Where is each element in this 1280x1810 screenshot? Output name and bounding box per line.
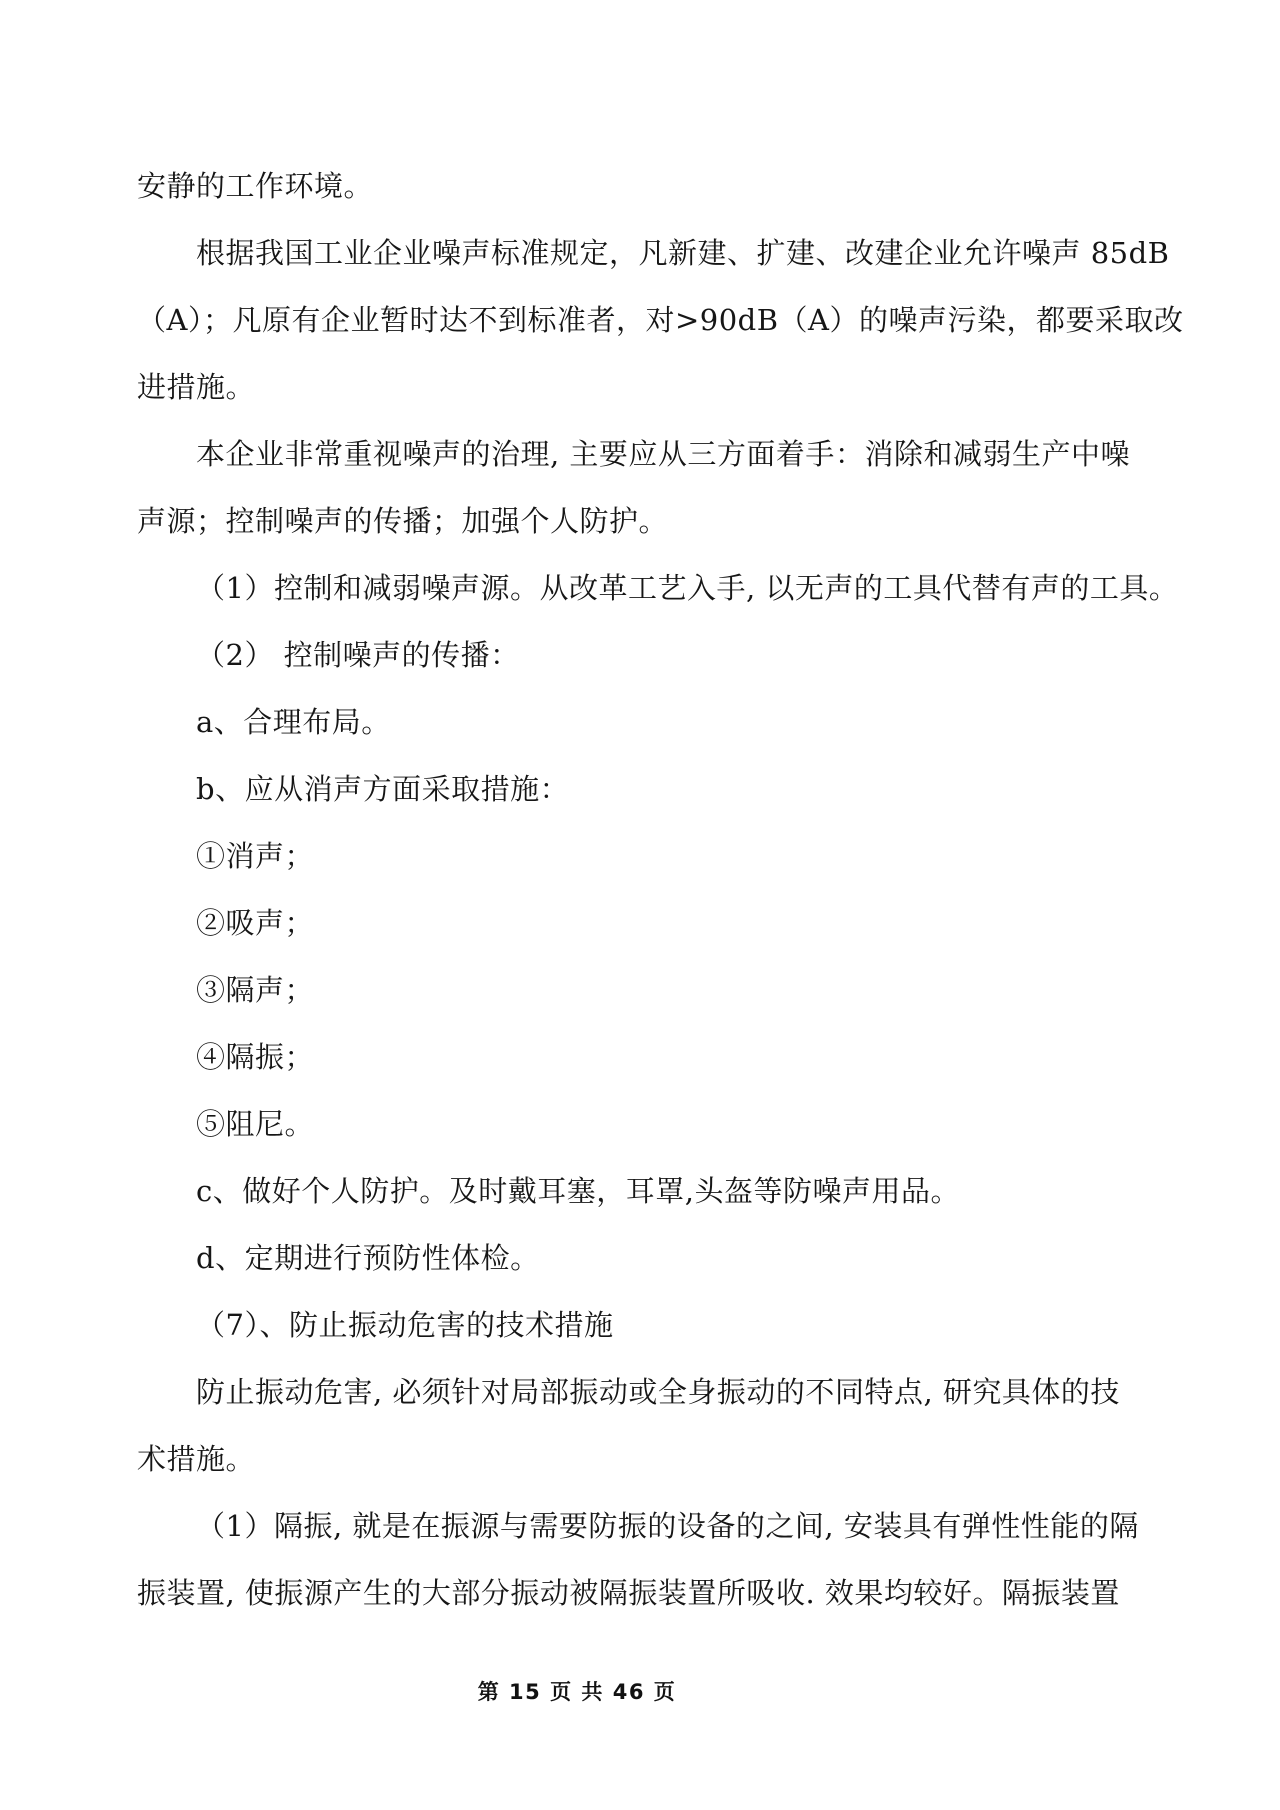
page-number-text: 第 15 页 共 46 页	[477, 1680, 677, 1704]
text-line: ③隔声；	[196, 973, 315, 1007]
text-line: （A）；凡原有企业暂时达不到标准者，对>90dB（A）的噪声污染，都要采取改	[137, 303, 1184, 337]
text-line: 术措施。	[137, 1442, 256, 1476]
text-line: ④隔振；	[196, 1040, 315, 1074]
text-line: 本企业非常重视噪声的治理, 主要应从三方面着手：消除和减弱生产中噪	[196, 437, 1130, 471]
text-line: 进措施。	[137, 370, 256, 404]
text-line: 防止振动危害, 必须针对局部振动或全身振动的不同特点, 研究具体的技	[196, 1375, 1120, 1409]
text-line: （2） 控制噪声的传播：	[196, 638, 520, 672]
text-line: b、应从消声方面采取措施：	[196, 772, 570, 806]
page-footer	[0, 1676, 1154, 1706]
text-line: 振装置, 使振源产生的大部分振动被隔振装置所吸收. 效果均较好。隔振装置	[137, 1576, 1120, 1610]
text-line: ②吸声；	[196, 906, 315, 940]
text-line: 根据我国工业企业噪声标准规定，凡新建、扩建、改建企业允许噪声 85dB	[196, 236, 1170, 270]
text-line: a、合理布局。	[196, 705, 391, 739]
text-line: 安静的工作环境。	[137, 169, 374, 203]
text-line: d、定期进行预防性体检。	[196, 1241, 540, 1275]
text-line: （1）隔振, 就是在振源与需要防振的设备的之间, 安装具有弹性性能的隔	[196, 1509, 1139, 1543]
text-line: （7）、防止振动危害的技术措施	[196, 1308, 614, 1342]
text-line: ①消声；	[196, 839, 315, 873]
text-line: c、做好个人防护。及时戴耳塞，耳罩,头盔等防噪声用品。	[196, 1174, 960, 1208]
document-body	[137, 153, 1184, 1627]
text-line: （1）控制和减弱噪声源。从改革工艺入手, 以无声的工具代替有声的工具。	[196, 571, 1179, 605]
text-line: 声源；控制噪声的传播；加强个人防护。	[137, 504, 669, 538]
text-line: ⑤阻尼。	[196, 1107, 315, 1141]
